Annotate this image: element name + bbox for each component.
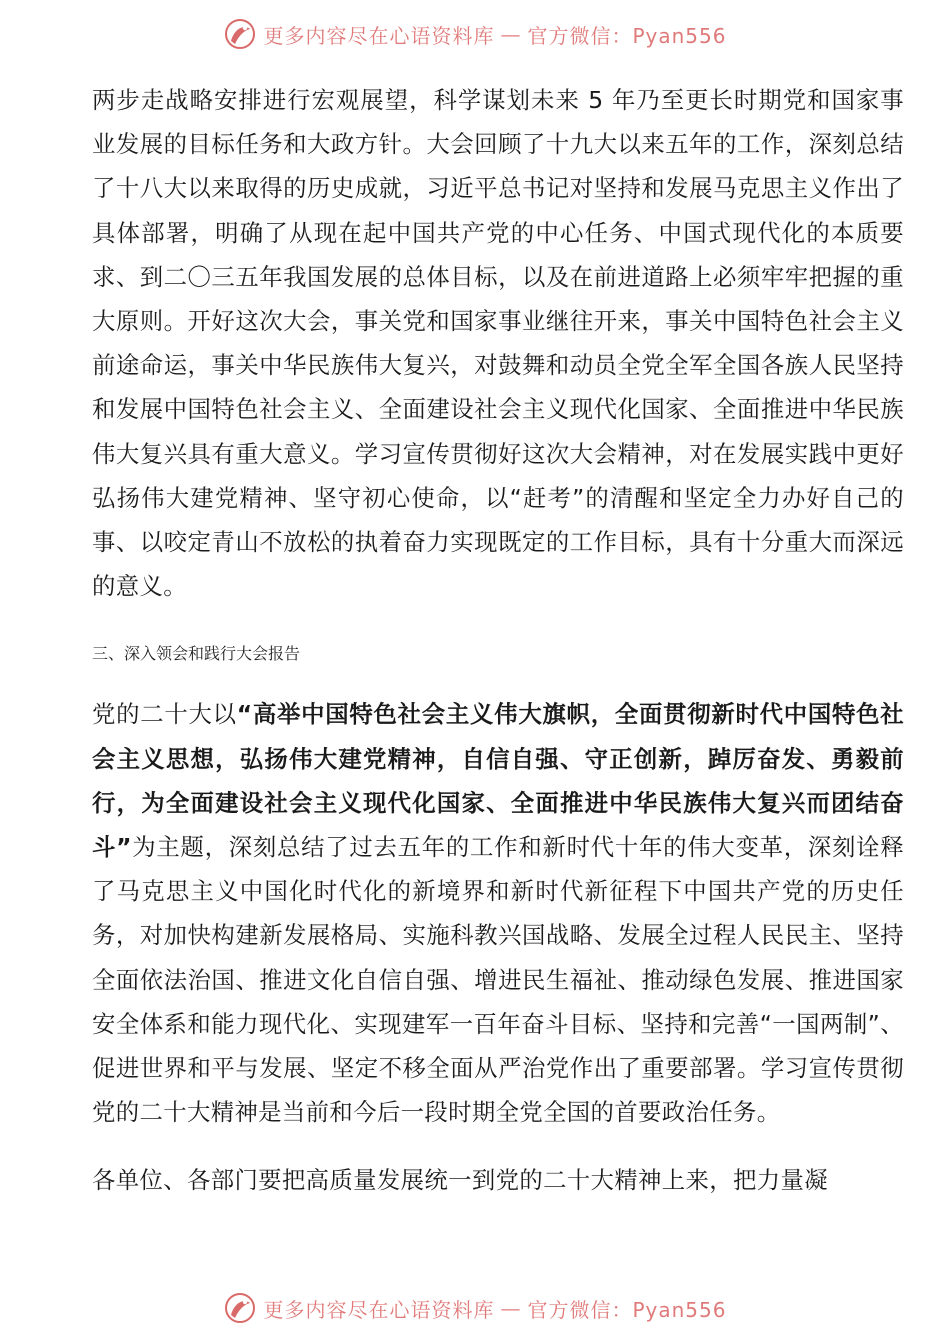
banner-separator: — xyxy=(500,22,522,46)
banner-text: 更多内容尽在心语资料库 xyxy=(263,1297,495,1322)
banner-wechat: 官方微信：Pyan556 xyxy=(527,23,727,48)
paragraph-2-theme: “高举中国特色社会主义伟大旗帜，全面贯彻新时代中国特色社会主义思想，弘扬伟大建党精神，自信自强、守正创新，踔厉奋发、勇毅前行，为全面建设社会主义现代化国家、全面推进中华民族伟大复兴而团结奋斗” xyxy=(92,700,904,862)
footer-banner xyxy=(0,1288,950,1328)
section-heading: 三、深入领会和践行大会报告 xyxy=(92,644,301,664)
banner-separator: — xyxy=(500,1296,522,1320)
banner-wechat: 官方微信：Pyan556 xyxy=(527,1297,727,1322)
paragraph-3: 各单位、各部门要把高质量发展统一到党的二十大精神上来，把力量凝 xyxy=(92,1166,828,1195)
paragraph-2 xyxy=(92,692,904,1134)
banner-text: 更多内容尽在心语资料库 xyxy=(263,23,495,48)
paragraph-2-prefix: 党的二十大以 xyxy=(92,700,237,729)
paragraph-2-rest: 为主题，深刻总结了过去五年的工作和新时代十年的伟大变革，深刻诠释了马克思主义中国化时代化的新境界和新时代新征程下中国共产党的历史任务，对加快构建新发展格局、实施科教兴国战略、发展全过程人民民主、坚持全面依法治国、推进文化自信自强、增进民生福祉、推动绿色发展、推进国家安全体系和能力现代化、实现建军一百年奋斗目标、坚持和完善“一国两制”、促进世界和平与发展、坚定不移全面从严治党作出了重要部署。学习宣传贯彻党的二十大精神是当前和今后一段时期全党全国的首要政治任务。 xyxy=(92,833,904,1127)
document-body xyxy=(92,78,904,1203)
header-banner xyxy=(0,14,950,54)
logo-icon xyxy=(223,1291,257,1325)
logo-icon xyxy=(223,17,257,51)
paragraph-1: 两步走战略安排进行宏观展望，科学谋划未来 5 年乃至更长时期党和国家事业发展的目标任务和大政方针。大会回顾了十九大以来五年的工作，深刻总结了十八大以来取得的历史成就，习近平总书记对坚持和发展马克思主义作出了具体部署，明确了从现在起中国共产党的中心任务、中国式现代化的本质要求、到二〇三五年我国发展的总体目标，以及在前进道路上必须牢牢把握的重大原则。开好这次大会，事关党和国家事业继往开来，事关中国特色社会主义前途命运，事关中华民族伟大复兴，对鼓舞和动员全党全军全国各族人民坚持和发展中国特色社会主义、全面建设社会主义现代化国家、全面推进中华民族伟大复兴具有重大意义。学习宣传贯彻好这次大会精神，对在发展实践中更好弘扬伟大建党精神、坚守初心使命，以“赶考”的清醒和坚定全力办好自己的事、以咬定青山不放松的执着奋力实现既定的工作目标，具有十分重大而深远的意义。 xyxy=(92,86,904,601)
